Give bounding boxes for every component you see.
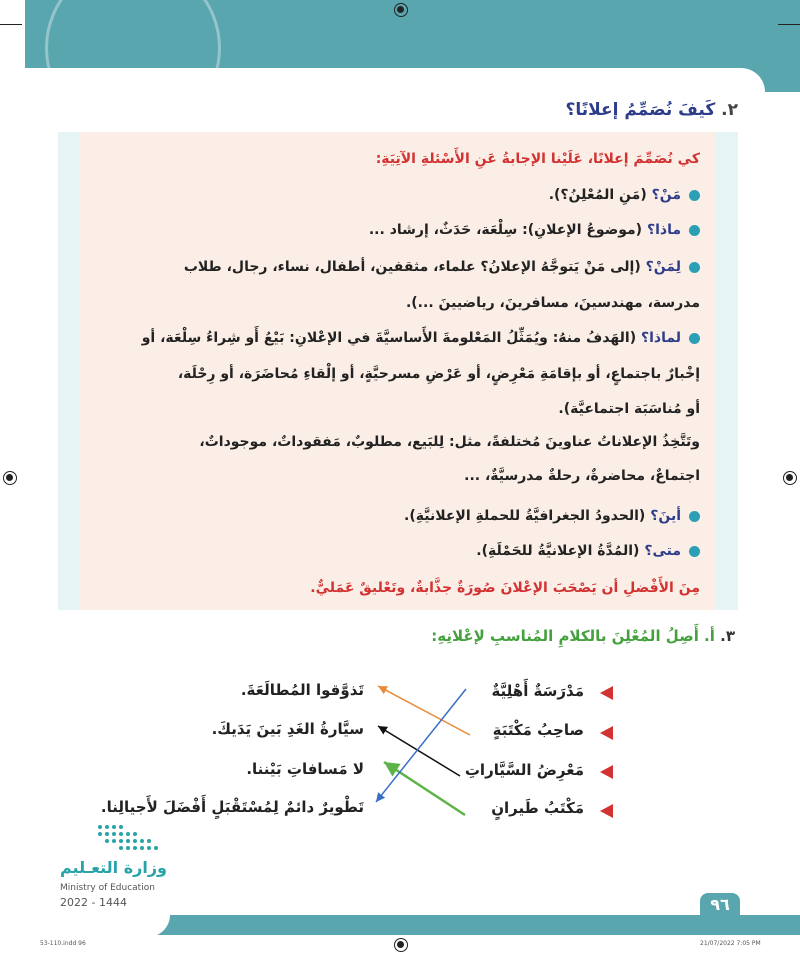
ministry-name-english: Ministry of Education <box>60 883 155 893</box>
slogan-item[interactable]: لا مَسافاتِ بَيْننا. <box>246 760 364 778</box>
list-item-continuation: اجتماعٌ، محاضرةٌ، رحلةٌ مدرسيَّةٌ، ... <box>464 468 700 484</box>
match-line-black <box>378 726 460 776</box>
list-item: أينَ؟ (الحدودُ الجغرافيَّةُ للحملةِ الإعلانيَّةِ). <box>404 508 700 524</box>
footer-white-corner <box>0 915 170 937</box>
page-number: ٩٦ <box>700 893 740 917</box>
bullet-arrow-icon <box>600 765 613 779</box>
advertiser-item[interactable]: مَدْرَسَةٌ أَهْلِيَّةٌ <box>491 682 584 700</box>
slogan-item[interactable]: سيَّارةُ الغَدِ بَينَ يَدَيكَ. <box>211 720 364 738</box>
list-item: لِمَنْ؟ (إلى مَنْ يَتوجَّهُ الإعلانُ؟ علماء، مثقفين، أطفال، نساء، رجال، طلاب <box>184 259 700 275</box>
bullet-arrow-icon <box>600 726 613 740</box>
slogan-item[interactable]: تَذوَّقوا المُطالَعَةَ. <box>240 681 364 699</box>
match-line-green <box>384 762 465 815</box>
slogan-item[interactable]: تَطْويرٌ دائمٌ لِمُسْتَقْبَلٍ أَفْضَلَ لأَجيالِنا. <box>100 798 364 816</box>
advertiser-item[interactable]: صاحِبُ مَكْتَبَةٍ <box>492 721 584 739</box>
list-item: متى؟ (المُدَّةُ الإعلانيَّةُ للحَمْلَةِ). <box>476 543 700 559</box>
edition-year: 2022 - 1444 <box>60 896 127 909</box>
panel-intro: كي نُصَمِّمَ إعلانًا، عَلَيْنا الإجابةُ عَنِ الأَسْئلةِ الآتِيَةِ: <box>375 151 700 167</box>
print-slug-date: 21/07/2022 7:05 PM <box>700 940 761 947</box>
ministry-logo-icon <box>95 822 165 854</box>
section-number: ٢. <box>721 100 738 120</box>
advertiser-item[interactable]: مَكْتَبُ طَيرانٍ <box>491 799 584 817</box>
question-text: أ. أَصِلُ المُعْلِنَ بالكلامِ المُناسبِ لإعْلانِهِ: <box>431 627 715 645</box>
list-item-continuation: أو مُناسَبَة اجتماعيَّة). <box>558 401 700 417</box>
ministry-name-arabic: وزارة التعـليم <box>60 858 167 877</box>
match-line-orange <box>378 686 470 735</box>
list-item-continuation: إخْبارٌ باجتماعٍ، أو بإقامَةِ مَعْرِضٍ، أو عَرْضِ مسرحيَّةٍ، أو إلْقاءِ مُحاضَرَة، أو رِحْلَة، <box>177 366 700 382</box>
bullet-arrow-icon <box>600 686 613 700</box>
panel-note: مِنَ الأَفْضلِ أن يَصْحَبَ الإعْلانَ صُورَةٌ جذَّابةٌ، وتَعْليقٌ عَمَليٌّ. <box>310 580 700 596</box>
list-item-continuation: وتَتَّخِذُ الإعلاناتُ عناوينَ مُختلفةً، مثل: لِلبَيع، مطلوبٌ، مَفقوداتٌ، موجوداتٌ، <box>199 434 700 450</box>
list-item: مَنْ؟ (مَنِ المُعْلِنُ؟). <box>549 187 700 203</box>
question-number: ٣. <box>720 627 735 645</box>
bullet-arrow-icon <box>600 804 613 818</box>
list-item-continuation: مدرسة، مهندسينَ، مسافرينَ، رياضيينَ ...). <box>405 295 700 311</box>
list-item: ماذا؟ (موضوعُ الإعلانِ): سِلْعَة، حَدَثٌ، إرشاد ... <box>369 222 700 238</box>
advertiser-item[interactable]: مَعْرِضُ السَّيَّاراتِ <box>464 761 584 779</box>
print-slug-file: 53-110.indd 96 <box>40 940 86 947</box>
list-item: لماذا؟ (الهَدفُ منهُ: ويُمَثِّلُ المَعْلومةَ الأَساسيَّةَ في الإعْلانِ: بَيْعُ أَو شِراءُ سِلْعَة، أو <box>142 330 700 346</box>
section-title-text: كَيفَ نُصَمِّمُ إعلانًا؟ <box>565 100 716 120</box>
